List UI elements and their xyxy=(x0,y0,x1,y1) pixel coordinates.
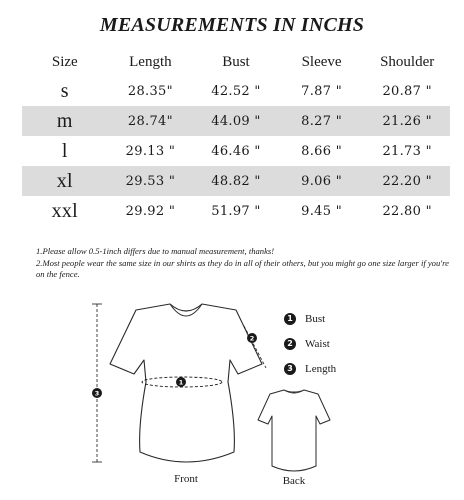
header-sleeve: Sleeve xyxy=(301,53,342,70)
sleeve-cell: 8.66 " xyxy=(301,143,342,159)
legend-item-length xyxy=(284,356,336,381)
header-shoulder: Shoulder xyxy=(380,53,435,70)
bust-cell: 42.52 " xyxy=(211,83,261,99)
legend-item-waist xyxy=(284,331,336,356)
length-number-icon: 3 xyxy=(284,363,296,375)
waist-marker-number: 2 xyxy=(249,334,255,343)
waist-number-icon: 2 xyxy=(284,338,296,350)
size-cell: xl xyxy=(22,166,108,196)
table-row xyxy=(22,106,450,136)
measurement-notes xyxy=(36,246,456,281)
size-cell: m xyxy=(22,106,108,136)
table-row xyxy=(22,136,450,166)
header-bust: Bust xyxy=(222,53,250,70)
bust-marker-number: 1 xyxy=(178,378,184,387)
sleeve-cell: 7.87 " xyxy=(301,83,342,99)
table-row xyxy=(22,196,450,226)
size-cell: xxl xyxy=(51,199,79,222)
note-2: 2.Most people wear the same size in our shirts as they do in all of their others, but you might go one size larger if you're on the fence. xyxy=(36,257,449,279)
shoulder-cell: 20.87 " xyxy=(382,83,432,99)
size-cell: s xyxy=(60,79,69,102)
length-cell: 29.13 " xyxy=(125,143,176,159)
back-shirt-icon xyxy=(258,390,330,471)
length-marker-number: 3 xyxy=(94,389,100,398)
back-label: Back xyxy=(282,475,306,487)
length-cell: 28.35" xyxy=(127,83,173,99)
shirt-measurement-diagram xyxy=(0,290,464,500)
size-cell: l xyxy=(61,139,68,162)
bust-cell: 48.82 " xyxy=(193,166,279,196)
shoulder-cell: 21.26 " xyxy=(364,106,450,136)
legend-label: Bust xyxy=(305,312,326,325)
length-cell: 29.92 " xyxy=(125,203,176,219)
header-length: Length xyxy=(129,53,172,70)
front-shirt-icon xyxy=(110,304,262,462)
measurement-legend xyxy=(284,306,336,381)
bust-cell: 44.09 " xyxy=(193,106,279,136)
sleeve-cell: 9.06 " xyxy=(279,166,365,196)
table-header-row xyxy=(22,48,450,76)
size-chart-table xyxy=(22,48,450,226)
bust-cell: 46.46 " xyxy=(211,143,261,159)
shoulder-cell: 21.73 " xyxy=(382,143,432,159)
length-cell: 29.53 " xyxy=(108,166,194,196)
length-cell: 28.74" xyxy=(108,106,194,136)
page-title: MEASUREMENTS IN INCHS xyxy=(99,14,365,36)
bust-number-icon: 1 xyxy=(284,313,296,325)
note-1: 1.Please allow 0.5-1inch differs due to manual measurement, thanks! xyxy=(36,246,275,256)
header-size: Size xyxy=(51,53,78,70)
sleeve-cell: 8.27 " xyxy=(279,106,365,136)
front-label: Front xyxy=(174,473,198,485)
table-row xyxy=(22,166,450,196)
table-row xyxy=(22,76,450,106)
legend-item-bust xyxy=(284,306,336,331)
legend-label: Length xyxy=(305,362,337,375)
sleeve-cell: 9.45 " xyxy=(301,203,342,219)
shoulder-cell: 22.80 " xyxy=(382,203,432,219)
shoulder-cell: 22.20 " xyxy=(364,166,450,196)
bust-cell: 51.97 " xyxy=(211,203,261,219)
legend-label: Waist xyxy=(305,337,330,350)
